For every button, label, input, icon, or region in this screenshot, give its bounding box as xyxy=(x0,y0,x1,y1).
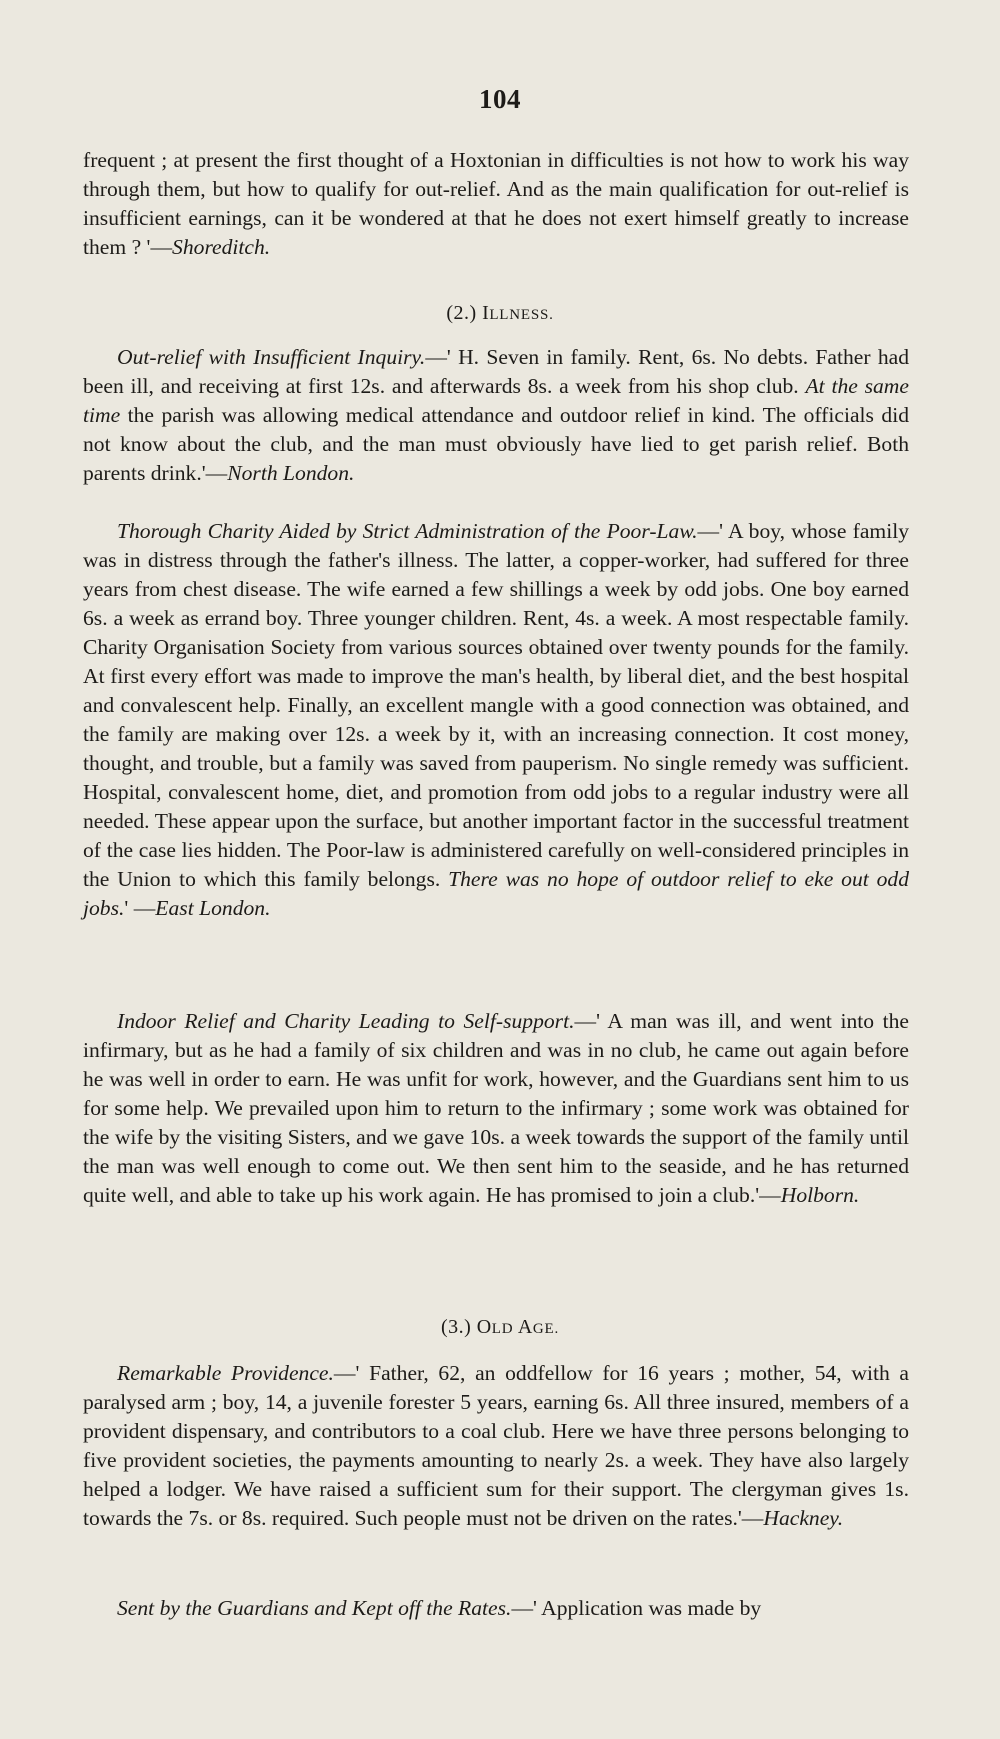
case-title: Thorough Charity Aided by Strict Administration of the Poor-Law. xyxy=(117,519,698,543)
source-location: North London. xyxy=(227,461,355,485)
section-title-rest-2: GE. xyxy=(532,1321,560,1337)
case-indoor-relief xyxy=(83,1007,909,1210)
case-text: —' Application was made by xyxy=(511,1596,762,1620)
case-emphasis: There was no hope of outdoor relief to eke out odd jobs. xyxy=(83,867,909,920)
section-number: (2.) xyxy=(446,302,477,324)
case-text: —' Father, 62, an oddfellow for 16 years ; mother, 54, with a paralysed arm ; boy, 14, a juvenile forester 5 years, earning 6s. All three insured, members of a provident dispensary, and contributors to a coal club. Here we have three persons belonging to five provident societies, the payments amounting to nearly 2s. a week. They have also largely helped a lodger. We have raised a sufficient sum for their support. The clergyman gives 1s. towards the 7s. or 8s. required. Such people must not be driven on the rates.'— xyxy=(83,1361,909,1530)
case-title: Out-relief with Insufficient Inquiry. xyxy=(117,345,426,369)
case-text-continued: ' — xyxy=(124,896,156,920)
source-location: East London. xyxy=(155,896,271,920)
section-title-initial: I xyxy=(482,302,490,324)
source-location: Holborn. xyxy=(780,1183,860,1207)
case-emphasis: At the same time xyxy=(83,374,909,427)
opening-paragraph xyxy=(83,146,909,262)
case-text-continued: the parish was allowing medical attendance and outdoor relief in kind. The officials did not know about the club, and the man must obviously have lied to get parish relief. Both parents drink.'— xyxy=(83,403,909,485)
case-remarkable-providence xyxy=(83,1359,909,1533)
case-out-relief xyxy=(83,343,909,488)
section-number: (3.) xyxy=(440,1316,472,1338)
case-title: Sent by the Guardians and Kept off the Rates. xyxy=(117,1596,512,1620)
section-heading-old-age xyxy=(0,1316,1000,1339)
source-location: Shoreditch. xyxy=(172,235,271,259)
case-thorough-charity xyxy=(83,517,909,923)
case-title: Indoor Relief and Charity Leading to Self-support. xyxy=(117,1009,575,1033)
case-text: —' A boy, whose family was in distress through the father's illness. The latter, a copper-worker, had suffered for three years from chest disease. The wife earned a few shillings a week by odd jobs. One boy earned 6s. a week as errand boy. Three younger children. Rent, 4s. a week. A most respectable family. Charity Organisation Society from various sources obtained over twenty pounds for the family. At first every effort was made to improve the man's health, by liberal diet, and the best hospital and convalescent help. Finally, an excellent mangle with a good connection was obtained, and the family are making over 12s. a week by it, with an increasing connection. It cost money, thought, and trouble, but a family was saved from pauperism. No single remedy was sufficient. Hospital, convalescent home, diet, and promotion from odd jobs to a regular industry were all needed. These appear upon the surface, but another important factor in the successful treatment of the case lies hidden. The Poor-law is administered carefully on well-considered principles in the Union to which this family belongs. xyxy=(83,519,910,891)
case-title: Remarkable Providence. xyxy=(117,1361,334,1385)
section-title-initial: O xyxy=(476,1316,492,1338)
case-text: —' A man was ill, and went into the infirmary, but as he had a family of six children and was in no club, he came out again before he was well in order to earn. He was unfit for work, however, and the Guardians sent him to us for some help. We prevailed upon him to return to the infirmary ; some work was obtained for the wife by the visiting Sisters, and we gave 10s. a week towards the support of the family until the man was well enough to come out. We then sent him to the seaside, and he has returned quite well, and able to take up his work again. He has promised to join a club.'— xyxy=(83,1009,909,1207)
source-location: Hackney. xyxy=(763,1506,844,1530)
case-text: —' H. Seven in family. Rent, 6s. No debts. Father had been ill, and receiving at first 12s. and afterwards 8s. a week from his shop club. xyxy=(83,345,909,398)
section-title-initial-2: A xyxy=(517,1316,533,1338)
section-heading-illness xyxy=(0,302,1000,325)
section-title-rest: LLNESS. xyxy=(489,307,554,323)
page-number: 104 xyxy=(479,84,521,114)
case-sent-by-guardians xyxy=(83,1594,909,1623)
paragraph-text: frequent ; at present the first thought of a Hoxtonian in difficulties is not how to work his way through them, but how to qualify for out-relief. And as the main qualification for out-relief is insufficient earnings, can it be wondered at that he does not exert himself greatly to increase them ? '— xyxy=(83,148,909,259)
section-title-rest: LD xyxy=(491,1321,518,1337)
